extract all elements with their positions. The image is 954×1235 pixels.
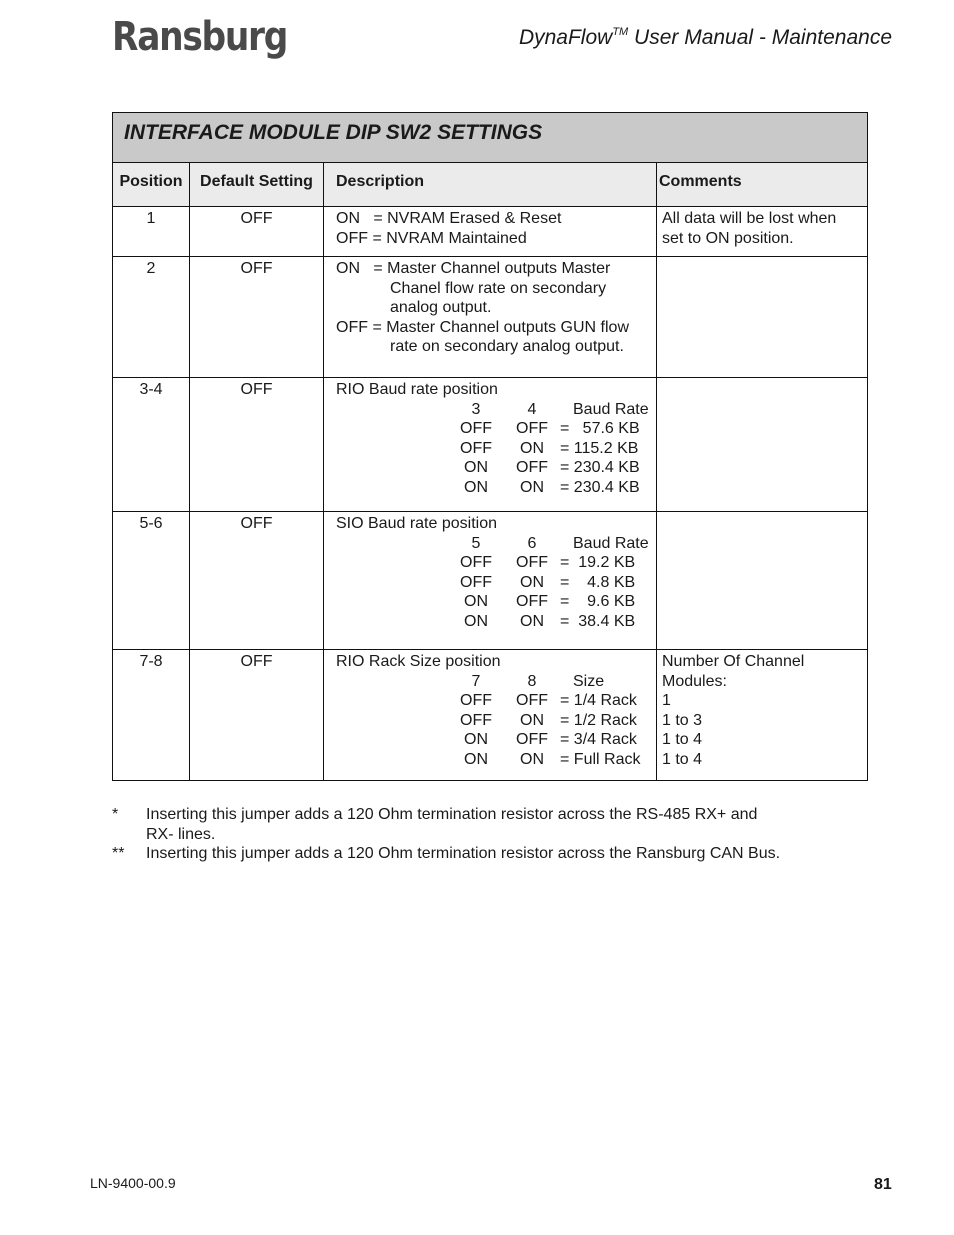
description-line: ON = NVRAM Erased & Reset xyxy=(336,210,562,227)
sub-table-row xyxy=(336,730,656,750)
switch-a-value: 5 xyxy=(471,534,481,552)
table-row xyxy=(113,512,867,650)
sub-table-row xyxy=(336,612,656,632)
description-cell xyxy=(324,257,657,377)
sub-table-row xyxy=(336,553,656,573)
description-cell xyxy=(324,512,657,649)
column-header-position: Position xyxy=(113,163,190,206)
switch-b-value: ON xyxy=(520,711,544,729)
column-header-default: Default Setting xyxy=(190,163,324,206)
comment-line: set to ON position. xyxy=(662,229,794,247)
default-setting-cell: OFF xyxy=(190,257,324,377)
footnote-line: Inserting this jumper adds a 120 Ohm termination resistor across the Ransburg CAN Bus. xyxy=(146,845,781,863)
switch-a-value: ON xyxy=(464,593,488,611)
comment-line: Modules: xyxy=(662,672,727,690)
switch-a-value: OFF xyxy=(460,711,492,729)
table-row xyxy=(113,650,867,780)
switch-a-value: 7 xyxy=(471,672,481,690)
switch-b-value: ON xyxy=(520,612,544,630)
comment-line: 1 xyxy=(662,692,671,710)
comments-cell xyxy=(657,512,867,649)
table-body xyxy=(113,207,867,780)
comments-cell xyxy=(657,378,867,511)
page-number: 81 xyxy=(874,1176,892,1193)
result-value: = 4.8 KB xyxy=(560,573,636,591)
switch-b-value: OFF xyxy=(516,420,548,438)
table-title: INTERFACE MODULE DIP SW2 SETTINGS xyxy=(113,113,867,163)
sub-table-row xyxy=(336,691,656,711)
position-cell: 3-4 xyxy=(113,378,190,511)
result-value: = 57.6 KB xyxy=(560,420,640,438)
default-setting-cell: OFF xyxy=(190,512,324,649)
switch-b-value: ON xyxy=(520,573,544,591)
switch-a-value: ON xyxy=(464,750,488,768)
sub-table-row xyxy=(336,478,656,498)
result-value: = 1/2 Rack xyxy=(560,711,637,729)
footnote xyxy=(112,844,832,864)
column-header-comments: Comments xyxy=(659,173,742,190)
switch-a-value: OFF xyxy=(460,420,492,438)
result-value: = 19.2 KB xyxy=(560,554,636,572)
result-value: Size xyxy=(573,672,605,690)
sub-table-row xyxy=(336,573,656,593)
sub-table-row xyxy=(336,458,656,478)
default-setting-cell: OFF xyxy=(190,378,324,511)
footnote xyxy=(112,805,832,844)
switch-a-value: OFF xyxy=(460,573,492,591)
comment-line: Number Of Channel xyxy=(662,653,805,670)
footnote-marker: * xyxy=(112,806,119,823)
description-cell xyxy=(324,378,657,511)
sub-table-row xyxy=(336,419,656,439)
switch-a-value: ON xyxy=(464,612,488,630)
sub-table-header xyxy=(336,672,656,692)
footnotes xyxy=(112,805,832,864)
footnote-text xyxy=(146,844,780,864)
position-cell: 7-8 xyxy=(113,650,190,780)
comment-line: 1 to 4 xyxy=(662,750,703,768)
switch-b-value: ON xyxy=(520,439,544,457)
position-cell: 5-6 xyxy=(113,512,190,649)
result-value: = 1/4 Rack xyxy=(560,692,637,710)
result-value: = 115.2 KB xyxy=(560,439,639,457)
result-value: = 3/4 Rack xyxy=(560,731,637,749)
column-header-description: Description xyxy=(324,163,657,206)
switch-a-value: OFF xyxy=(460,554,492,572)
footnote-text xyxy=(146,805,757,844)
comment-line: 1 to 4 xyxy=(662,731,703,749)
table-header-row xyxy=(113,163,867,207)
running-header xyxy=(519,26,892,50)
description-title: RIO Rack Size position xyxy=(336,653,501,670)
brand-logo: Ransburg xyxy=(112,14,288,60)
manual-section: User Manual - Maintenance xyxy=(628,26,892,49)
description-line: OFF = NVRAM Maintained xyxy=(336,229,527,247)
result-value: Baud Rate xyxy=(573,400,649,418)
switch-a-value: ON xyxy=(464,459,488,477)
comments-cell xyxy=(657,207,867,256)
switch-b-value: OFF xyxy=(516,692,548,710)
table-row xyxy=(113,207,867,257)
switch-a-value: ON xyxy=(464,478,488,496)
table-row xyxy=(113,257,867,378)
switch-b-value: ON xyxy=(520,750,544,768)
sub-table-row xyxy=(336,592,656,612)
result-value: = 38.4 KB xyxy=(560,612,636,630)
sub-table-header xyxy=(336,534,656,554)
switch-a-value: OFF xyxy=(460,439,492,457)
comments-cell xyxy=(657,650,867,780)
description-line: rate on secondary analog output. xyxy=(390,338,624,356)
comment-line: All data will be lost when xyxy=(662,210,837,227)
manual-product: DynaFlow xyxy=(518,26,613,49)
table-row xyxy=(113,378,867,512)
description-title: SIO Baud rate position xyxy=(336,515,497,532)
description-cell xyxy=(324,650,657,780)
default-setting-cell: OFF xyxy=(190,207,324,256)
result-value: = 230.4 KB xyxy=(560,459,640,477)
switch-b-value: ON xyxy=(520,478,544,496)
description-cell xyxy=(324,207,657,256)
switch-a-value: 3 xyxy=(471,400,481,418)
result-value: Baud Rate xyxy=(573,534,649,552)
sub-table-row xyxy=(336,711,656,731)
trademark-mark: TM xyxy=(612,26,629,38)
result-value: = 9.6 KB xyxy=(560,593,636,611)
result-value: = Full Rack xyxy=(560,750,641,768)
position-cell: 2 xyxy=(113,257,190,377)
default-setting-cell: OFF xyxy=(190,650,324,780)
switch-b-value: OFF xyxy=(516,459,548,477)
footnote-line: RX- lines. xyxy=(146,825,216,843)
switch-b-value: 8 xyxy=(527,672,537,690)
description-line: ON = Master Channel outputs Master xyxy=(336,260,611,277)
switch-b-value: 4 xyxy=(527,400,537,418)
description-title: RIO Baud rate position xyxy=(336,381,498,398)
description-line: OFF = Master Channel outputs GUN flow xyxy=(336,318,629,336)
description-line: Chanel flow rate on secondary xyxy=(390,279,607,297)
comments-cell xyxy=(657,257,867,377)
sub-table-row xyxy=(336,750,656,770)
switch-b-value: OFF xyxy=(516,593,548,611)
description-line: analog output. xyxy=(390,299,492,317)
comment-line: 1 to 3 xyxy=(662,711,703,729)
doc-number: LN-9400-00.9 xyxy=(90,1175,176,1191)
result-value: = 230.4 KB xyxy=(560,478,640,496)
switch-b-value: OFF xyxy=(516,554,548,572)
switch-a-value: OFF xyxy=(460,692,492,710)
switch-a-value: ON xyxy=(464,731,488,749)
position-cell: 1 xyxy=(113,207,190,256)
switch-b-value: 6 xyxy=(527,534,537,552)
dip-sw2-table xyxy=(112,112,868,781)
sub-table-header xyxy=(336,400,656,420)
switch-b-value: OFF xyxy=(516,731,548,749)
footnote-marker: ** xyxy=(112,845,125,863)
footnote-line: Inserting this jumper adds a 120 Ohm termination resistor across the RS-485 RX+ and xyxy=(146,806,758,823)
sub-table-row xyxy=(336,439,656,459)
